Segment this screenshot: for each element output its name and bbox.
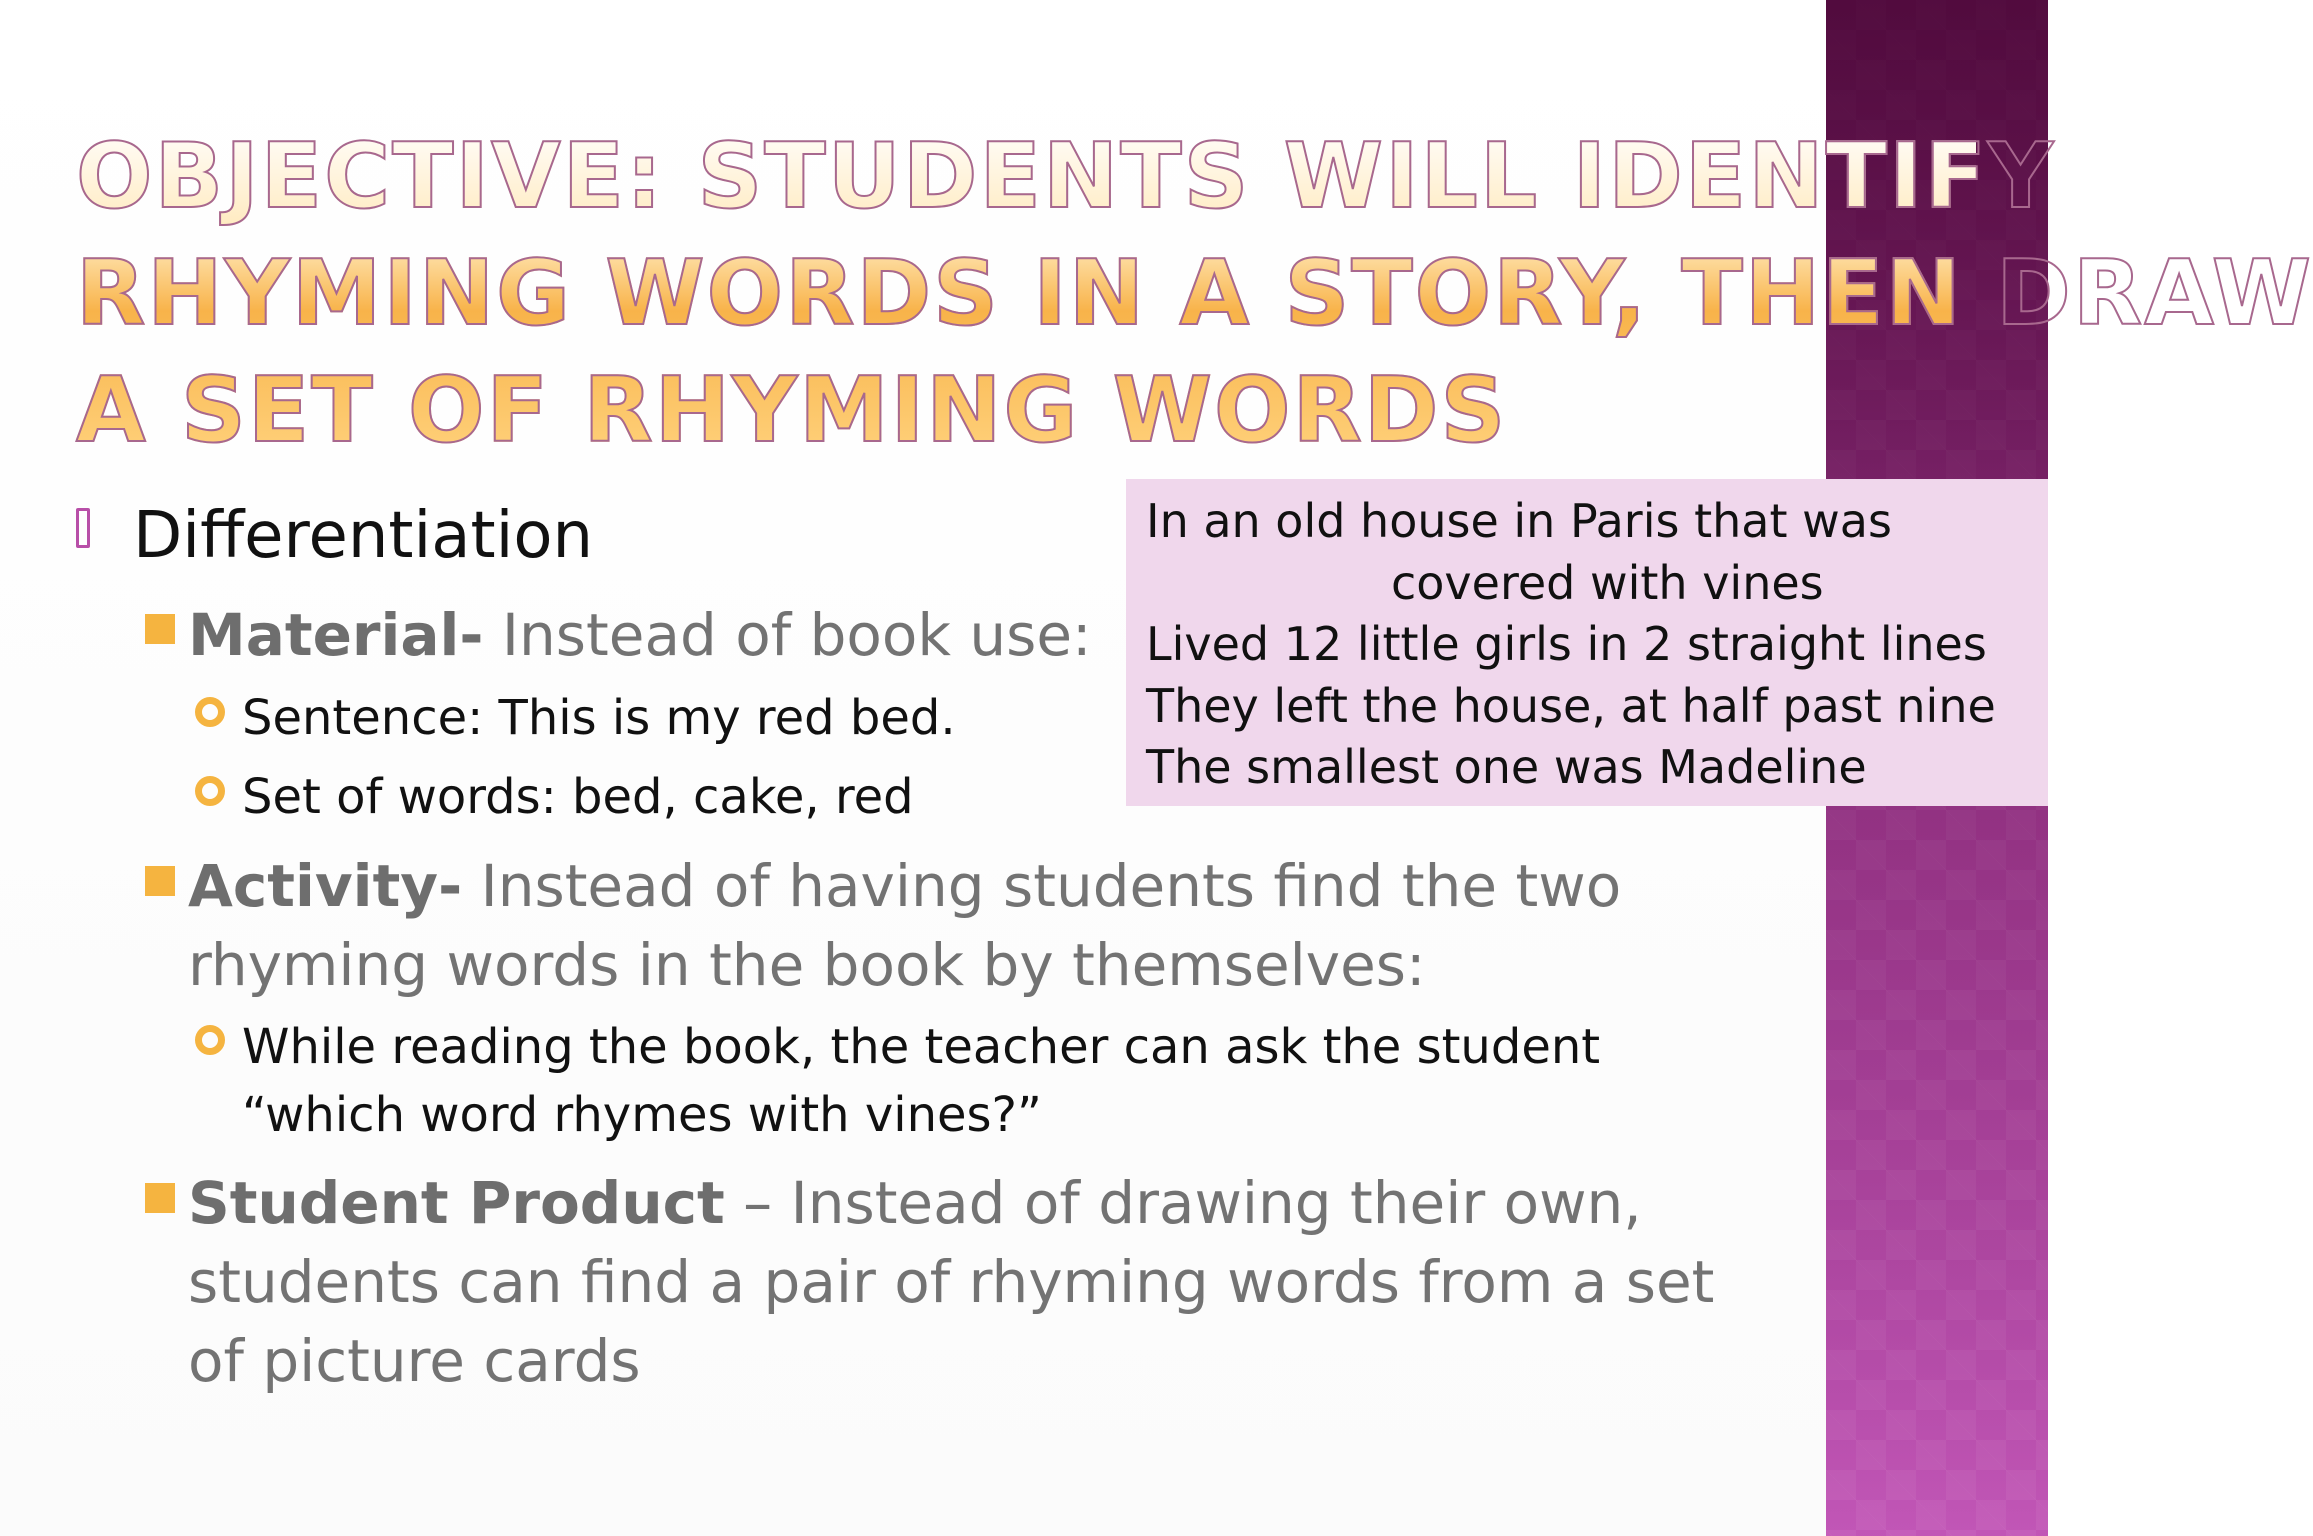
product-text-continued: students can find a pair of rhyming words from a set <box>188 1248 1715 1316</box>
differentiation-heading: Differentiation <box>133 499 594 573</box>
poem-line: Lived 12 little girls in 2 straight lines <box>1146 617 1987 671</box>
square-bullet-icon <box>145 614 175 644</box>
ring-bullet-icon <box>195 776 225 806</box>
poem-line: The smallest one was Madeline <box>1146 740 1867 794</box>
material-subitem: Set of words: bed, cake, red <box>242 769 914 825</box>
poem-line: covered with vines <box>1391 555 1824 610</box>
title-line: OBJECTIVE: STUDENTS WILL IDENTIFY <box>76 124 2056 229</box>
poem-line: In an old house in Paris that was <box>1146 494 1892 548</box>
poem-textbox <box>1126 479 2048 806</box>
poem-line: They left the house, at half past nine <box>1146 678 1996 733</box>
product-text-continued: of picture cards <box>188 1327 641 1395</box>
title-line: RHYMING WORDS IN A STORY, THEN DRAW <box>76 241 2313 346</box>
material-item <box>188 596 1092 675</box>
product-text: – Instead of drawing their own, <box>724 1169 1642 1237</box>
activity-text: Instead of having students find the two <box>462 852 1622 920</box>
activity-text-continued: rhyming words in the book by themselves: <box>188 931 1426 999</box>
activity-subitem: While reading the book, the teacher can ask the student <box>242 1019 1601 1075</box>
activity-subitem-continued: “which word rhymes with vines?” <box>242 1087 1042 1143</box>
title-line: A SET OF RHYMING WORDS <box>76 358 1508 463</box>
product-label: Student Product <box>188 1169 725 1237</box>
activity-label: Activity- <box>188 852 463 920</box>
product-item <box>188 1164 1642 1243</box>
material-label: Material- <box>188 601 484 669</box>
square-bullet-icon <box>145 866 175 896</box>
ring-bullet-icon <box>195 697 225 727</box>
square-bullet-icon <box>145 1183 175 1213</box>
material-text: Instead of book use: <box>483 601 1092 669</box>
ring-bullet-icon <box>195 1025 225 1055</box>
outline-bullet-icon <box>76 508 90 548</box>
material-subitem: Sentence: This is my red bed. <box>242 690 956 746</box>
activity-item <box>188 847 1621 926</box>
